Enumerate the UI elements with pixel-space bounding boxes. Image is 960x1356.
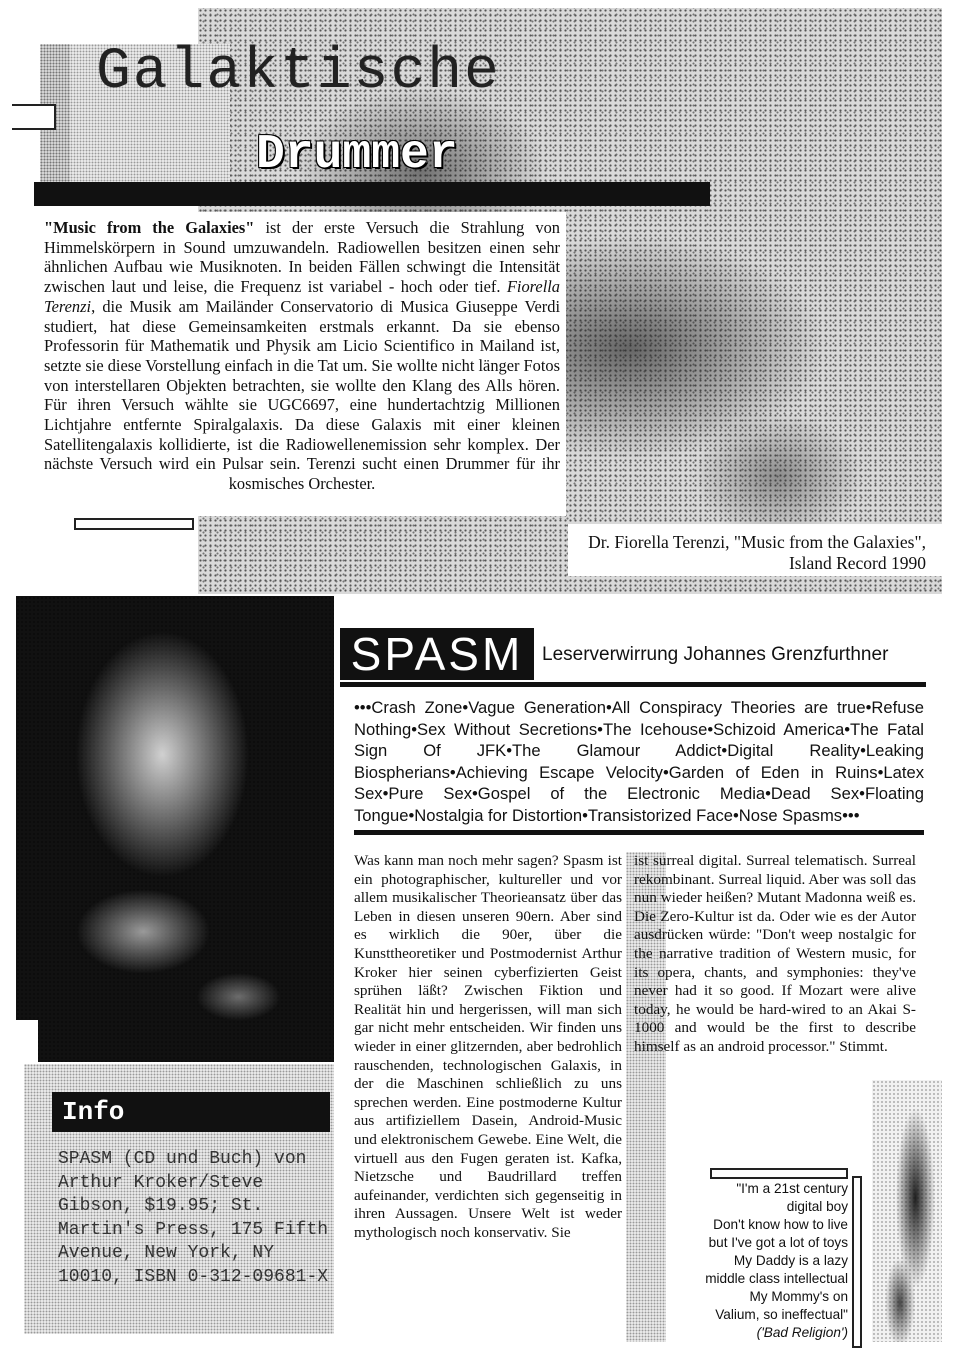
keyword-list: •••Crash Zone•Vague Generation•All Conspiracy Theories are true•Refuse Nothing•Sex Without Secretions•The Icehouse•Schizoid America•The Fatal Sign Of JFK•The Glamour Addict•Digital Reality•Leaking Biospherians•Achieving Escape Velocity•Garden of Eden in Ruins•Latex Sex•Pure Sex•Gospel of the Electronic Media•Dead Sex•Floating Tongue•Nostalgia for Distortion•Transistorized Face•Nose Spasms••• [354, 698, 924, 825]
title-tab [12, 104, 56, 130]
intro-part2: , die Musik am Mailänder Conservatorio di Musica Giuseppe Verdi studiert, hat diese Gemeinsamkeiten erstmals erkannt. Da sie ebenso Professorin für Mathematik und Physik am Licio Scientifico in Mailand ist, setzte sie diese Vorstellung einfach in die Tat um. Sie wollte nicht länger Fotos von interstellaren Objekten betrachten, sie wollte den Klang des Alls hören. Für ihren Versuch wählte sie UGC6697, eine hundertachtzig Millionen Lichtjahre entfernte Spiralgalaxis. Da diese Galaxis mit einer kleinen Satellitengalaxis kollidierte, ist die Radiowellenemission sehr komplex. Der nächste Versuch wird ein Pulsar sein. Terenzi sucht einen Drummer für ihr kosmisches Orchester. [44, 296, 560, 494]
column-right: ist surreal digital. Surreal telematisch. Surreal rekombinant. Surreal liquid. Aber was soll das nun wieder heißen? Mutant Madonna weiß es. Die Zero-Kultur ist da. Oder wie es der Autor ausdrücken würde: "Don't weep nostalgic for the narrative tradition of Western music, for its opera, chants, and symphonies: they've never had it so good. If Mozart were alive today, he would be hard-wired to an Akai S-1000 and would be the first to describe himself as an android processor." Stimmt. [634, 852, 916, 1055]
intro-name: Fiorella Terenzi [44, 277, 560, 316]
keyword-rule [354, 830, 924, 835]
lyrics-top-bar [710, 1168, 848, 1179]
intro-lead: "Music from the Galaxies" [44, 218, 255, 237]
lyrics-line: digital boy [786, 1199, 848, 1214]
lyrics-line: Don't know how to live [713, 1217, 848, 1232]
photo-caption: Dr. Fiorella Terenzi, "Music from the Galaxies", Island Record 1990 [588, 532, 926, 573]
spasm-top-rule [340, 682, 926, 687]
spasm-logo: SPASM [340, 628, 534, 680]
lyrics-right-bar [852, 1176, 862, 1348]
lyrics-quote [670, 1180, 848, 1342]
article-title-line2: Drummer [256, 128, 458, 182]
lyrics-line: My Mommy's on [749, 1289, 848, 1304]
column-left: Was kann man noch mehr sagen? Spasm ist ein photographischer, kultureller und vor allem musikalischer Theorieansatz über das Leben in diesen unseren 90ern. Aber sind es wirklich die 90er, über die Kunsttheoretiker und Postmodernist Arthur Kroker hier seinen cyberfizierten Geist sprühen läßt? Zwischen Fiktion und Realität hin und hergerissen, will man sich gar nicht mehr entscheiden. Wir finden uns wieder in einer glitzernden, aber bedrohlich rauschenden, technologischen Galaxis, in der die Maschinen schließlich zu uns sprechen werden. Eine postmoderne Kultur aus artifiziellem Dasein, Android-Music und elektronischem Gewebe. Eine Welt, die virtuell aus den Fugen geraten ist. Kafka, Nietzsche und Baudrillard treffen aufeinander, verdichten sich gegenseitig in ihren Aussagen. Unsere Welt ist weder mythologisch noch konservativ. Sie [354, 852, 622, 1241]
intro-text [44, 218, 560, 494]
lyrics-line: My Daddy is a lazy [733, 1253, 848, 1268]
face-photo [16, 596, 334, 1062]
title-rule [34, 182, 710, 206]
info-text: SPASM (CD und Buch) von Arthur Kroker/Steve Gibson, $19.95; St. Martin's Press, 175 Fifth Avenue, New York, NY 10010, ISBN 0-312-09681-X [58, 1149, 329, 1287]
lyrics-line: middle class intellectual [705, 1271, 848, 1286]
lyrics-line: "I'm a 21st century [736, 1181, 848, 1196]
article-title-line1: Galaktische [96, 40, 501, 105]
lyrics-line: Valium, so ineffectual" [715, 1307, 848, 1322]
intro-end-bar [74, 518, 194, 530]
side-photo [872, 1080, 942, 1342]
lyrics-line: but I've got a lot of toys [708, 1235, 848, 1250]
intro-part1: ist der erste Versuch die Strahlung von Himmelskörpern in Sound umzuwandeln. Radiowellen besitzen einen sehr ähnlichen Aufbau wie Musiknoten. In beiden Fällen schwingt die Intensität zwischen laut und leise, die Frequenz ist variabel - hoch oder tief. [44, 218, 560, 297]
spasm-subtitle: Leserverwirrung Johannes Grenzfurthner [542, 644, 889, 665]
face-photo-edge [16, 1020, 38, 1062]
lyrics-credit: ('Bad Religion') [756, 1325, 848, 1340]
info-heading: Info [52, 1092, 330, 1132]
